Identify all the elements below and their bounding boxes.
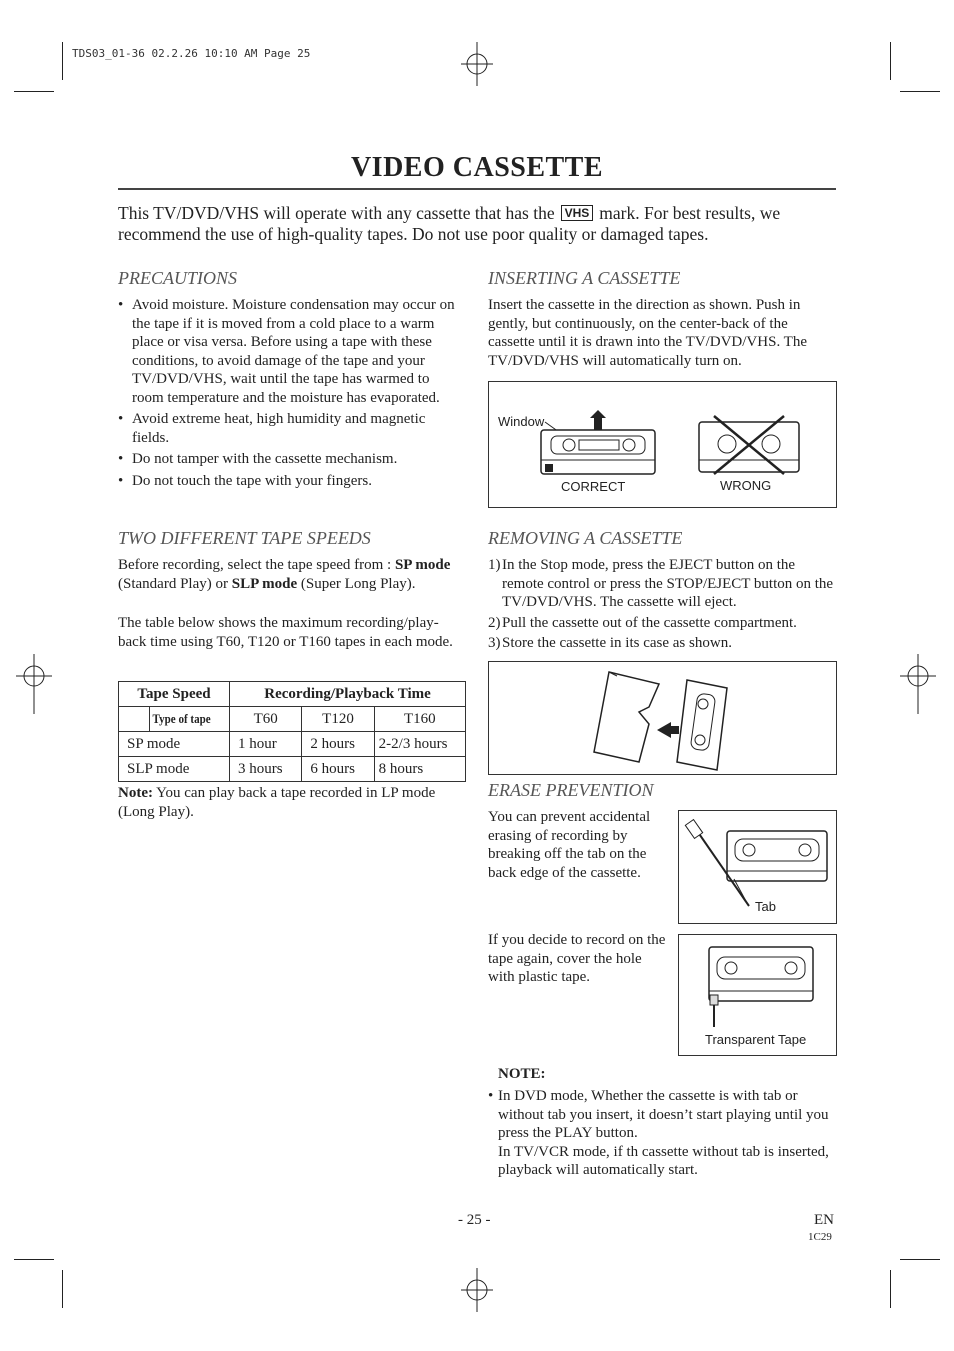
speeds-text: Before recording, select the tape speed from : (118, 557, 395, 573)
insert-figure (488, 381, 837, 508)
speeds-text: (Standard Play) or (118, 575, 232, 592)
removing-steps (488, 556, 838, 655)
removing-heading: REMOVING A CASSETTE (488, 528, 683, 548)
tab-label: Tab (755, 899, 776, 914)
table-cell: T60 (230, 707, 302, 732)
note-heading: NOTE: (498, 1066, 546, 1082)
tape-figure (678, 934, 837, 1056)
cassette-insert-icon (489, 382, 836, 507)
speeds-paragraph-1 (118, 556, 466, 593)
cassette-case-icon (489, 662, 836, 774)
erase-heading: ERASE PREVENTION (488, 780, 654, 800)
table-cell: T160 (374, 707, 465, 732)
title-rule (118, 188, 836, 190)
list-item: • Avoid moisture. Moisture condensation may occur on the tape if it is moved from a cold place to a warm place or visa versa. Before using a tape with these conditions, to avoid damage of the tape and your TV/DVD/VHS, wait until the tape has warmed to room temperature and the moisture has evaporated. (118, 296, 464, 407)
step-number: 3) (488, 635, 501, 651)
transparent-tape-label: Transparent Tape (705, 1032, 807, 1047)
step-text: In the Stop mode, press the EJECT button on the remote control or press the STOP/EJECT button on the TV/DVD/VHS. The cassette will eject. (502, 557, 834, 610)
table-cell: 2 hours (302, 732, 374, 757)
table-cell: SLP mode (119, 757, 230, 782)
page-number: - 25 - (458, 1212, 491, 1228)
wrong-label: WRONG (720, 478, 772, 493)
list-item (488, 556, 838, 612)
precautions-heading: PRECAUTIONS (118, 268, 237, 288)
registration-mark-top (455, 42, 499, 86)
vhs-logo-icon: VHS (561, 205, 594, 221)
step-number: 1) (488, 557, 501, 573)
speeds-note (118, 784, 466, 821)
erase-text-1: You can prevent accidental erasing of recording by breaking off the tab on the back edge of the cassette. (488, 809, 651, 881)
document-code: 1C29 (808, 1231, 832, 1243)
list-item (488, 634, 838, 653)
list-item: • Do not tamper with the cassette mechanism. (118, 450, 464, 469)
inserting-heading: INSERTING A CASSETTE (488, 268, 681, 288)
registration-mark-bottom (455, 1268, 499, 1312)
table-cell (119, 707, 230, 732)
note-text-1: In DVD mode, Whether the cassette is with tab or without tab you insert, it doesn’t start playing until you press the PLAY button. (498, 1088, 829, 1141)
inserting-text: Insert the cassette in the direction as shown. Push in gently, but continuously, on the center-back of the cassette until it is drawn into the TV/DVD/VHS. The TV/DVD/VHS will automatically turn on. (488, 297, 807, 369)
bullet: • (488, 1088, 494, 1104)
table-cell: 8 hours (374, 757, 465, 782)
step-number: 2) (488, 614, 501, 631)
intro-before: This TV/DVD/VHS will operate with any cassette that has the (118, 203, 555, 223)
intro-paragraph (118, 203, 848, 245)
note-text-2: In TV/VCR mode, if th cassette without tab is inserted, playback will automatically start. (498, 1143, 829, 1178)
table-cell: T120 (302, 707, 374, 732)
slp-mode-label: SLP mode (231, 575, 298, 592)
list-item: • Do not touch the tape with your fingers. (118, 472, 464, 491)
speeds-text: (Super Long Play). (297, 575, 416, 592)
table-cell: 3 hours (230, 757, 302, 782)
speeds-heading: TWO DIFFERENT TAPE SPEEDS (118, 528, 371, 548)
step-text: Pull the cassette out of the cassette compartment. (502, 614, 797, 631)
registration-mark-right (896, 654, 940, 714)
remove-figure (488, 661, 837, 775)
table-cell: SP mode (119, 732, 230, 757)
type-of-tape-label: Type of tape (152, 711, 211, 726)
page-title: VIDEO CASSETTE (350, 152, 604, 183)
print-slug: TDS03_01-36 02.2.26 10:10 AM Page 25 (72, 47, 311, 60)
table-cell: 1 hour (230, 732, 302, 757)
step-text: Store the cassette in its case as shown. (502, 635, 732, 651)
correct-label: CORRECT (561, 479, 626, 494)
precautions-list (118, 296, 464, 493)
tab-figure (678, 810, 837, 924)
list-item: • Avoid extreme heat, high humidity and magnetic fields. (118, 410, 464, 447)
window-label: Window (498, 414, 545, 429)
erase-text-2: If you decide to record on the tape again, cover the hole with plastic tape. (488, 932, 666, 985)
list-item (488, 614, 838, 633)
registration-mark-left (12, 654, 56, 714)
sp-mode-label: SP mode (394, 557, 451, 573)
table-cell: 2-2/3 hours (374, 732, 465, 757)
table-header: Recording/Playback Time (230, 682, 466, 707)
language-code: EN (814, 1212, 834, 1228)
table-header: Tape Speed (119, 682, 230, 707)
intro-after: mark. For best results, we recommend the use of high-quality tapes. Do not use poor quality or damaged tapes. (118, 203, 781, 244)
speeds-paragraph-2: The table below shows the maximum recording/play-back time using T60, T120 or T160 tapes in each mode. (118, 615, 453, 650)
table-row (119, 732, 466, 757)
table-row (119, 757, 466, 782)
table-cell: 6 hours (302, 757, 374, 782)
note-label: Note: (118, 785, 153, 801)
note-body (488, 1087, 834, 1180)
tape-speed-table (118, 681, 466, 782)
note-text: You can play back a tape recorded in LP mode (Long Play). (118, 785, 436, 820)
